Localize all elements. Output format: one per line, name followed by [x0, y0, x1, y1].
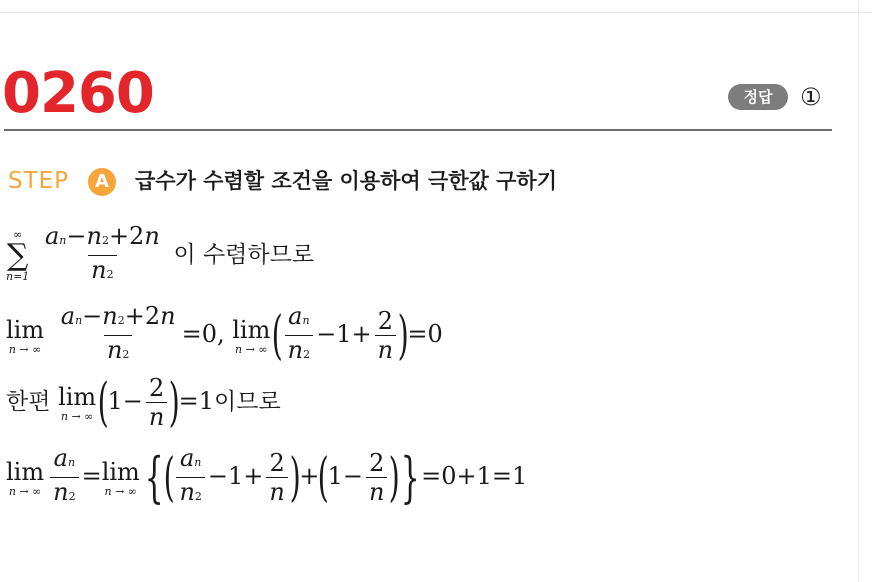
math-line-2: lim n → ∞ $\frac{an-n2+2n}{n2}$ =0, lim n → ∞ ( $\frac{an}{n2}$ −1+ $\frac{2}{n}$ )=0 [6, 302, 443, 369]
problem-number: 0260 [2, 61, 154, 126]
answer-badge: 정답 [728, 84, 788, 110]
step-title: 급수가 수렴할 조건을 이용하여 극한값 구하기 [135, 169, 557, 193]
fraction: $\frac{2}{n}$ [146, 374, 167, 431]
math-line-4: lim n → ∞ $\frac{an}{n2}$ = lim n → ∞ {( $\frac{an}{n2}$ −1+ $\frac{2}{n}$ )+(1− $\frac{2}{n}$ )}=0+1=1 [6, 444, 527, 511]
fraction: $\frac{2}{n}$ [366, 449, 387, 506]
answer-value: ① [800, 83, 822, 111]
fraction: $\frac{an}{n2}$ [50, 444, 78, 511]
summation: ∞ ∑ n=1 [6, 227, 30, 283]
step-letter-badge: A [88, 168, 116, 196]
line3-prefix: 한편 [6, 389, 51, 415]
fraction: $\frac{an-n2+2n}{n2}$ [42, 222, 163, 289]
step-label: STEP [8, 168, 70, 194]
line1-text: 이 수렴하므로 [173, 242, 315, 268]
header-divider [4, 129, 832, 131]
fraction: $\frac{2}{n}$ [375, 307, 396, 364]
fraction: $\frac{an}{n2}$ [176, 444, 204, 511]
fraction: $\frac{an-n2+2n}{n2}$ [58, 302, 179, 369]
top-scan-line [0, 12, 872, 13]
fraction: $\frac{an}{n2}$ [285, 302, 313, 369]
fraction: $\frac{2}{n}$ [266, 449, 287, 506]
limit: lim n → ∞ [58, 382, 97, 423]
limit: lim n → ∞ [232, 315, 271, 356]
limit: lim n → ∞ [6, 315, 45, 356]
right-scan-line [858, 0, 859, 582]
limit: lim n → ∞ [101, 457, 140, 498]
math-line-1 [6, 222, 314, 289]
line3-suffix: 이므로 [214, 389, 281, 415]
limit: lim n → ∞ [6, 457, 45, 498]
math-line-3: 한편 lim n → ∞ (1− $\frac{2}{n}$ )=1이므로 [6, 372, 281, 433]
